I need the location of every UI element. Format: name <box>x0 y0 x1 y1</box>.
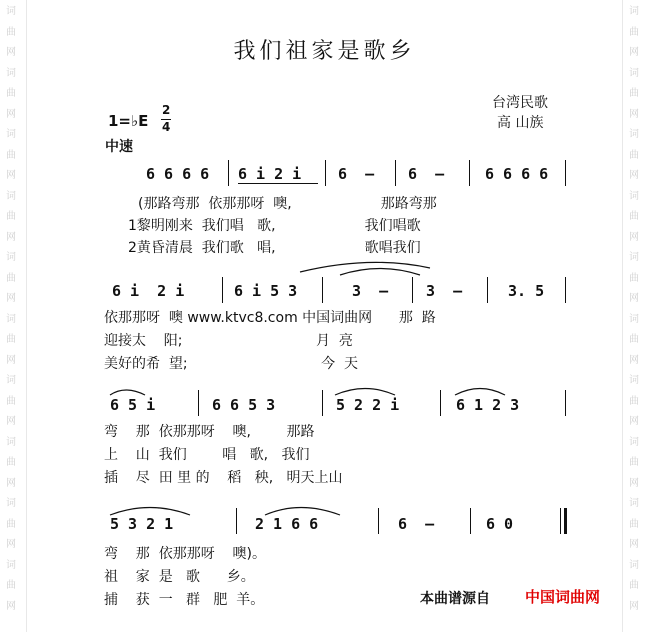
watermark-glyph: 曲 <box>6 26 16 38</box>
measure-13-notes: 5 2 2 i <box>336 396 400 414</box>
watermark-glyph: 网 <box>6 416 16 427</box>
final-barline-thin <box>560 508 561 534</box>
watermark-glyph: 词 <box>629 252 639 263</box>
barline <box>565 390 566 416</box>
watermark-glyph: 曲 <box>6 580 16 591</box>
lyric-line: 依那那呀 噢 www.ktvc8.com 中国词曲网 那 路 <box>104 310 436 326</box>
watermark-glyph: 网 <box>6 354 16 366</box>
watermark-glyph: 网 <box>629 47 639 58</box>
final-barline-thick <box>564 508 567 534</box>
barline <box>412 277 413 303</box>
watermark-glyph: 词 <box>629 190 639 202</box>
time-sig-top: 2 <box>162 103 171 117</box>
song-origin: 台湾民歌 <box>492 95 548 111</box>
watermark-glyph: 词 <box>629 129 639 140</box>
lyric-line: 上 山 我们 唱 歌, 我们 <box>104 447 310 463</box>
watermark-glyph: 词 <box>629 436 639 448</box>
measure-2-notes: 6 i 2 i <box>238 165 302 183</box>
watermark-glyph: 词 <box>6 129 16 140</box>
watermark-glyph: 曲 <box>6 88 16 99</box>
barline <box>228 160 229 186</box>
watermark-glyph: 词 <box>629 67 639 79</box>
barline <box>469 160 470 186</box>
lyric-line: 美好的希 望; 今 天 <box>104 356 359 372</box>
watermark-glyph: 曲 <box>629 149 639 161</box>
source-site-name: 中国词曲网 <box>525 588 601 606</box>
watermark-glyph: 词 <box>6 498 16 509</box>
watermark-glyph: 网 <box>6 539 16 550</box>
watermark-glyph: 网 <box>629 477 639 489</box>
watermark-glyph: 网 <box>6 170 16 181</box>
barline <box>440 390 441 416</box>
barline <box>565 277 566 303</box>
watermark-glyph: 曲 <box>629 395 639 407</box>
watermark-glyph: 网 <box>629 231 639 243</box>
barline <box>325 160 326 186</box>
watermark-glyph: 网 <box>6 293 16 304</box>
watermark-glyph: 网 <box>629 293 639 304</box>
tempo-marking: 中速 <box>105 139 133 155</box>
measure-8-notes: 3 – <box>352 282 389 300</box>
lyric-line: 弯 那 依那那呀 噢)。 <box>104 546 266 562</box>
watermark-glyph: 曲 <box>629 580 639 591</box>
watermark-glyph: 曲 <box>6 149 16 161</box>
barline <box>236 508 237 534</box>
lyric-line: 捕 获 一 群 肥 羊。 <box>104 592 265 608</box>
measure-17-notes: 6 – <box>398 515 435 533</box>
watermark-glyph: 曲 <box>629 457 639 468</box>
watermark-glyph: 网 <box>629 416 639 427</box>
measure-4-notes: 6 – <box>408 165 445 183</box>
watermark-glyph: 网 <box>6 231 16 243</box>
barline <box>470 508 471 534</box>
lyric-line: 迎接太 阳; 月 亮 <box>104 333 353 349</box>
watermark-glyph: 网 <box>6 47 16 58</box>
measure-16-notes: 2 1 6 6 <box>255 515 319 533</box>
watermark-glyph: 网 <box>6 600 16 612</box>
watermark-glyph: 曲 <box>629 334 639 345</box>
measure-11-notes: 6 5 i <box>110 396 156 414</box>
watermark-glyph: 词 <box>629 498 639 509</box>
measure-9-notes: 3 – <box>426 282 463 300</box>
measure-1-notes: 6 6 6 6 <box>146 165 210 183</box>
barline <box>395 160 396 186</box>
barline <box>487 277 488 303</box>
watermark-glyph: 曲 <box>6 457 16 468</box>
watermark-glyph: 词 <box>6 190 16 202</box>
barline <box>378 508 379 534</box>
watermark-glyph: 曲 <box>629 272 639 284</box>
watermark-glyph: 词 <box>629 559 639 571</box>
watermark-glyph: 网 <box>629 170 639 181</box>
barline <box>565 160 566 186</box>
measure-18-notes: 6 0 <box>486 515 514 533</box>
barline <box>322 277 323 303</box>
lyric-line: 插 尽 田 里 的 稻 秧, 明天上山 <box>104 470 343 486</box>
barline <box>322 390 323 416</box>
measure-3-notes: 6 – <box>338 165 375 183</box>
lyric-line: 2黄昏清晨 我们歌 唱, 歌唱我们 <box>128 240 421 256</box>
song-title: 我们祖家是歌乡 <box>233 39 416 64</box>
lyric-line: (那路弯那 依那那呀 噢, 那路弯那 <box>138 196 437 212</box>
watermark-glyph: 词 <box>6 436 16 448</box>
measure-12-notes: 6 6 5 3 <box>212 396 276 414</box>
source-label: 本曲谱源自 <box>420 591 490 607</box>
watermark-glyph: 词 <box>6 67 16 79</box>
barline <box>222 277 223 303</box>
watermark-glyph: 曲 <box>6 518 16 530</box>
watermark-glyph: 网 <box>629 600 639 612</box>
watermark-glyph: 词 <box>6 375 16 386</box>
watermark-glyph: 网 <box>6 477 16 489</box>
lyric-line: 1黎明刚来 我们唱 歌, 我们唱歌 <box>128 218 421 234</box>
measure-15-notes: 5 3 2 1 <box>110 515 174 533</box>
watermark-glyph: 网 <box>629 539 639 550</box>
time-sig-bottom: 4 <box>162 120 171 134</box>
watermark-glyph: 网 <box>6 108 16 120</box>
watermark-glyph: 曲 <box>6 272 16 284</box>
watermark-glyph: 曲 <box>629 88 639 99</box>
watermark-glyph: 词 <box>6 252 16 263</box>
watermark-glyph: 曲 <box>6 395 16 407</box>
measure-6-notes: 6 i 2 i <box>112 282 185 300</box>
barline <box>198 390 199 416</box>
watermark-glyph: 曲 <box>6 334 16 345</box>
watermark-glyph: 网 <box>629 108 639 120</box>
watermark-glyph: 词 <box>6 559 16 571</box>
lyric-line: 弯 那 依那那呀 噢, 那路 <box>104 424 315 440</box>
lyric-line: 祖 家 是 歌 乡。 <box>104 569 255 585</box>
key-signature: 1=♭E <box>108 112 149 130</box>
measure-7-notes: 6 i 5 3 <box>234 282 298 300</box>
watermark-glyph: 词 <box>629 313 639 325</box>
watermark-glyph: 曲 <box>629 518 639 530</box>
watermark-glyph: 词 <box>6 313 16 325</box>
measure-14-notes: 6 1 2 3 <box>456 396 520 414</box>
measure-5-notes: 6 6 6 6 <box>485 165 549 183</box>
watermark-glyph: 词 <box>629 375 639 386</box>
watermark-glyph: 词 <box>629 6 639 17</box>
measure-10-notes: 3. 5 <box>508 282 545 300</box>
watermark-glyph: 网 <box>629 354 639 366</box>
watermark-glyph: 曲 <box>6 211 16 222</box>
ethnic-group: 高 山族 <box>497 115 544 131</box>
watermark-glyph: 曲 <box>629 211 639 222</box>
watermark-glyph: 曲 <box>629 26 639 38</box>
beam-line <box>238 183 318 184</box>
watermark-glyph: 词 <box>6 6 16 17</box>
